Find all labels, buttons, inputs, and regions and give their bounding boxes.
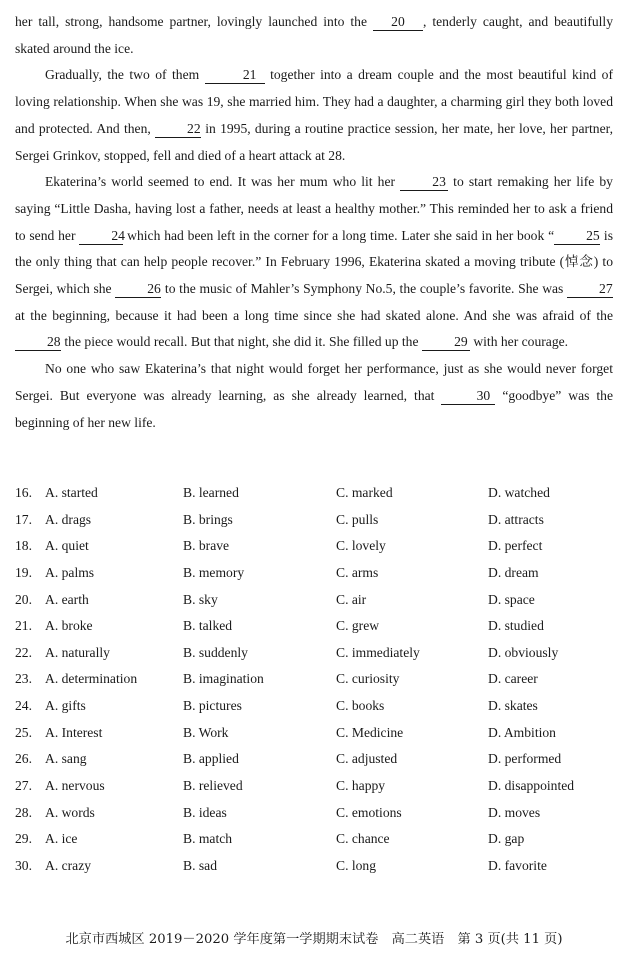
passage-text: is the only thing that can help people recover.” In February 1996, Ekaterina skated a moving tribute (悼念) to Sergei, which she xyxy=(15,227,613,297)
blank-21: 21 xyxy=(205,67,265,84)
question-number: 17. xyxy=(15,511,32,527)
option-a: A. sang xyxy=(45,751,87,767)
option-d: D. favorite xyxy=(488,857,547,873)
option-c: C. Medicine xyxy=(336,724,404,740)
blank-27: 27 xyxy=(567,281,613,298)
blank-30: 30 xyxy=(441,388,495,405)
passage-text: Ekaterina’s world seemed to end. It was her mum who lit her xyxy=(45,174,401,190)
passage-text: together into a dream couple and the most beautiful kind of loving relationship. When she was 19, she married him. They had a daughter, a charming girl they both loved and protected. And then, xyxy=(15,67,613,136)
passage-text: No one who saw Ekaterina’s that night would forget her performance, just as she would never forget Sergei. But everyone was already learning, as she already learned, that xyxy=(15,361,613,403)
option-c: C. adjusted xyxy=(336,751,398,767)
option-row xyxy=(15,826,615,853)
option-c: C. grew xyxy=(336,618,380,634)
option-a: A. earth xyxy=(45,591,89,607)
option-d: D. Ambition xyxy=(488,724,556,740)
option-a: A. crazy xyxy=(45,857,92,873)
option-row xyxy=(15,560,615,587)
option-row xyxy=(15,773,615,800)
option-row xyxy=(15,640,615,667)
passage-text: to start remaking her life by saying “Little Dasha, having lost a father, needs at least a healthy mother.” This reminded her to ask a friend to send her xyxy=(15,174,613,243)
question-number: 29. xyxy=(15,831,32,847)
passage-text: in 1995, during a routine practice session, her mate, her love, her partner, Sergei Grinkov, stopped, fell and died of a heart attack at 28. xyxy=(15,120,614,163)
blank-23: 23 xyxy=(400,174,448,191)
page-footer: 北京市西城区 2019－2020 学年度第一学期期末试卷 高二英语 第 3 页(共 11 页) xyxy=(65,932,563,947)
option-a: A. determination xyxy=(45,671,138,687)
option-d: D. space xyxy=(488,591,535,607)
option-b: B. learned xyxy=(183,485,239,500)
passage-text: “goodbye” was the beginning of her new life. xyxy=(15,387,613,430)
question-number: 27. xyxy=(15,778,32,794)
option-row xyxy=(15,800,615,827)
option-row xyxy=(15,587,615,614)
question-number: 19. xyxy=(15,564,32,580)
option-row xyxy=(15,693,615,720)
option-a: A. Interest xyxy=(45,724,103,740)
option-row xyxy=(15,480,615,507)
blank-25: 25 xyxy=(554,228,600,245)
option-c: C. air xyxy=(336,591,367,607)
option-a: A. naturally xyxy=(45,644,110,660)
passage-text: at the beginning, because it had been a long time since she had skated alone. And she was afraid of the xyxy=(15,307,613,323)
option-b: B. imagination xyxy=(183,671,264,687)
blank-20: 20 xyxy=(373,14,423,31)
option-b: B. talked xyxy=(183,618,233,634)
option-a: A. broke xyxy=(45,618,93,634)
option-d: D. career xyxy=(488,671,538,687)
option-b: B. brings xyxy=(183,511,233,527)
passage-paragraph xyxy=(15,169,613,356)
question-number: 18. xyxy=(15,538,32,554)
option-d: D. perfect xyxy=(488,538,543,554)
option-d: D. disappointed xyxy=(488,778,575,794)
option-c: C. chance xyxy=(336,831,390,847)
option-b: B. sad xyxy=(183,857,217,873)
option-d: D. gap xyxy=(488,831,525,847)
passage-text: her tall, strong, handsome partner, lovingly launched into the xyxy=(15,14,373,29)
passage-paragraph xyxy=(15,356,613,436)
question-number: 22. xyxy=(15,644,32,660)
option-a: A. words xyxy=(45,804,95,820)
passage-text: with her courage. xyxy=(469,334,569,350)
option-d: D. watched xyxy=(488,485,550,500)
option-b: B. applied xyxy=(183,751,239,767)
option-b: B. match xyxy=(183,831,233,847)
option-c: C. marked xyxy=(336,485,393,500)
option-a: A. started xyxy=(45,485,98,500)
option-d: D. obviously xyxy=(488,644,559,660)
option-d: D. moves xyxy=(488,804,541,820)
option-b: B. pictures xyxy=(183,698,242,714)
option-c: C. arms xyxy=(336,564,379,580)
option-d: D. dream xyxy=(488,564,539,580)
option-b: B. Work xyxy=(183,724,229,740)
passage-text: which had been left in the corner for a long time. Later she said in her book “ xyxy=(123,227,555,243)
question-number: 23. xyxy=(15,671,32,687)
question-number: 24. xyxy=(15,698,32,714)
passage-paragraph xyxy=(15,62,613,169)
option-a: A. drags xyxy=(45,511,92,527)
option-a: A. gifts xyxy=(45,698,86,714)
option-b: B. relieved xyxy=(183,778,243,794)
question-number: 21. xyxy=(15,618,32,634)
option-c: C. lovely xyxy=(336,538,386,554)
answer-options xyxy=(15,480,615,880)
passage-text: the piece would recall. But that night, she did it. She filled up the xyxy=(61,334,422,350)
passage-text: , tenderly caught, and beautifully skated around the ice. xyxy=(15,14,613,56)
option-d: D. skates xyxy=(488,698,538,714)
blank-26: 26 xyxy=(115,281,161,298)
option-b: B. suddenly xyxy=(183,644,248,660)
option-c: C. pulls xyxy=(336,511,379,527)
option-b: B. brave xyxy=(183,538,230,554)
option-row xyxy=(15,666,615,693)
question-number: 26. xyxy=(15,751,32,767)
passage-text: Gradually, the two of them xyxy=(45,67,205,83)
blank-22: 22 xyxy=(155,121,201,138)
option-row xyxy=(15,613,615,640)
option-c: C. emotions xyxy=(336,804,402,820)
option-c: C. books xyxy=(336,698,385,714)
question-number: 25. xyxy=(15,724,32,740)
option-row xyxy=(15,853,615,880)
question-number: 20. xyxy=(15,591,32,607)
option-d: D. attracts xyxy=(488,511,544,527)
option-a: A. palms xyxy=(45,564,95,580)
option-c: C. long xyxy=(336,857,377,873)
passage-paragraph xyxy=(15,9,613,62)
blank-24: 24 xyxy=(79,228,123,245)
passage-text: to the music of Mahler’s Symphony No.5, the couple’s favorite. She was xyxy=(161,281,568,297)
option-b: B. sky xyxy=(183,591,218,607)
option-a: A. nervous xyxy=(45,778,105,794)
option-c: C. happy xyxy=(336,778,386,794)
option-d: D. performed xyxy=(488,751,562,767)
blank-28: 28 xyxy=(15,334,61,351)
cloze-passage xyxy=(15,9,613,436)
option-a: A. quiet xyxy=(45,538,89,554)
option-a: A. ice xyxy=(45,831,78,847)
option-c: C. immediately xyxy=(336,644,420,660)
question-number: 30. xyxy=(15,857,32,873)
option-row xyxy=(15,746,615,773)
question-number: 28. xyxy=(15,804,32,820)
blank-29: 29 xyxy=(422,334,470,351)
option-row xyxy=(15,507,615,534)
option-d: D. studied xyxy=(488,618,544,634)
question-number: 16. xyxy=(15,485,32,500)
option-b: B. ideas xyxy=(183,804,227,820)
option-row xyxy=(15,720,615,747)
option-b: B. memory xyxy=(183,564,245,580)
option-c: C. curiosity xyxy=(336,671,400,687)
option-row xyxy=(15,533,615,560)
